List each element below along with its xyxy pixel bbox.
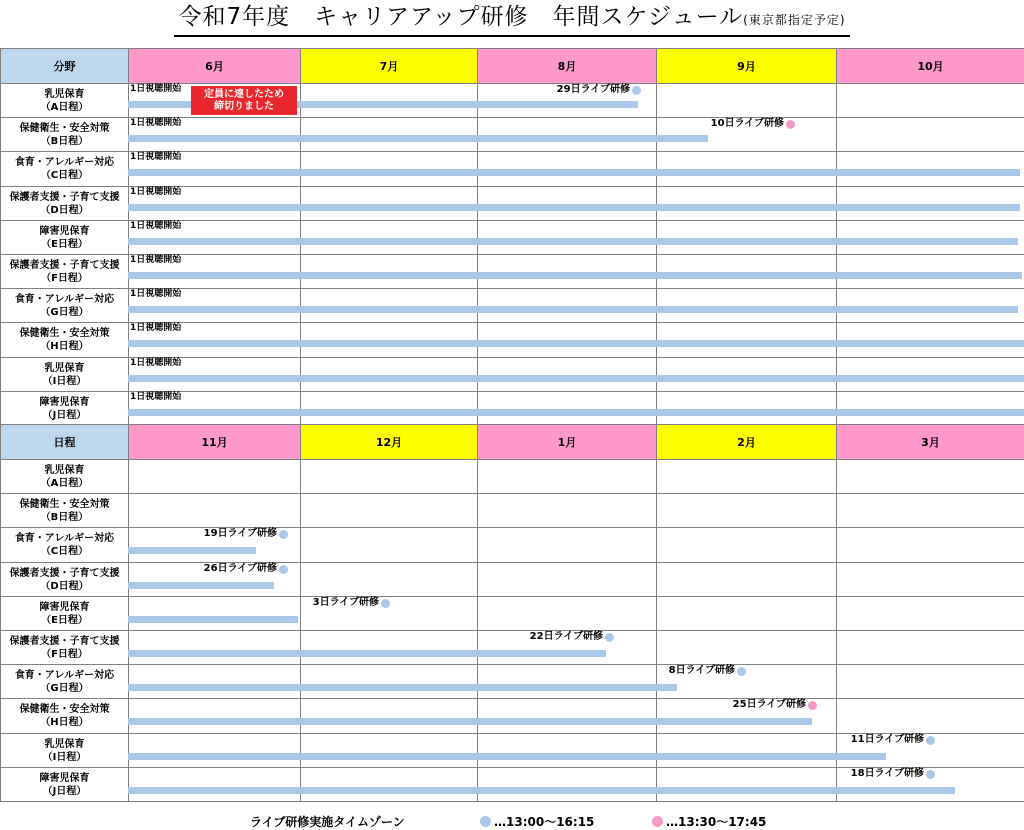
schedule-cell <box>836 527 1024 563</box>
course-label <box>0 698 129 734</box>
live-session-label <box>655 118 795 130</box>
blue-dot-icon <box>632 86 641 95</box>
course-field: 保健衛生・安全対策 <box>19 328 110 339</box>
schedule-cell <box>300 733 478 768</box>
viewing-period-bar <box>128 340 1024 347</box>
course-code: （D日程） <box>40 580 89 592</box>
course-field: 保護者支援・子育て支援 <box>9 259 120 271</box>
blue-dot-icon <box>279 530 288 539</box>
course-code: （E日程） <box>41 238 88 250</box>
course-label <box>0 254 129 289</box>
course-field: 乳児保育 <box>44 738 85 750</box>
schedule-cell <box>836 117 1024 152</box>
schedule-cell <box>128 459 301 494</box>
schedule-cell <box>477 767 657 802</box>
start-label: 1日視聴開始 <box>130 358 182 368</box>
course-code: （J日程） <box>42 409 87 421</box>
page-title <box>0 2 1024 37</box>
live-session-text: 11日ライブ研修 <box>850 734 924 745</box>
course-code: （F日程） <box>41 648 88 660</box>
closed-notice <box>191 86 297 115</box>
legend-item-pink <box>652 813 766 830</box>
start-label: 1日視聴開始 <box>130 118 182 128</box>
blue-dot-icon <box>480 816 491 827</box>
schedule-cell <box>128 630 301 665</box>
schedule-cell <box>128 664 301 699</box>
course-field: 障害児保育 <box>39 225 90 237</box>
course-code: （B日程） <box>40 135 89 147</box>
schedule-cell <box>300 664 478 699</box>
schedule-cell <box>300 630 478 665</box>
course-field: 障害児保育 <box>39 396 90 408</box>
schedule-cell <box>836 493 1024 528</box>
course-code: （I日程） <box>42 375 87 387</box>
course-label <box>0 596 129 631</box>
start-label: 1日視聴開始 <box>130 392 182 402</box>
start-label: 1日視聴開始 <box>130 84 182 94</box>
course-code: （D日程） <box>40 204 89 216</box>
course-field: 食育・アレルギー対応 <box>14 533 115 544</box>
schedule-cell <box>836 630 1024 665</box>
course-label <box>0 117 129 152</box>
schedule-cell <box>300 562 478 597</box>
schedule-cell <box>300 493 478 528</box>
course-field: 乳児保育 <box>44 88 85 100</box>
course-label <box>0 220 129 255</box>
live-session-text: 22日ライブ研修 <box>529 631 603 642</box>
month-label: 2月 <box>737 436 756 449</box>
start-label: 1日視聴開始 <box>130 221 182 231</box>
course-label <box>0 357 129 392</box>
start-label: 1日視聴開始 <box>130 152 182 162</box>
course-field: 保健衛生・安全対策 <box>19 704 110 715</box>
blue-dot-icon <box>381 599 390 608</box>
schedule-cell <box>656 459 837 494</box>
course-label <box>0 186 129 221</box>
course-field: 保護者支援・子育て支援 <box>9 191 120 203</box>
viewing-period-bar <box>128 753 886 760</box>
month-header <box>477 48 657 84</box>
closed-notice-line1: 定員に達したため <box>204 88 284 100</box>
viewing-period-bar <box>128 650 606 657</box>
month-header <box>128 48 301 84</box>
legend-pink-label: …13:30～17:45 <box>666 815 767 829</box>
schedule-cell <box>656 562 837 597</box>
live-session-text: 25日ライブ研修 <box>732 699 806 710</box>
pink-dot-icon <box>808 701 817 710</box>
schedule-cell <box>836 664 1024 699</box>
month-label: 3月 <box>921 436 940 449</box>
legend-title: ライブ研修実施タイムゾーン <box>250 815 405 829</box>
course-field: 保健衛生・安全対策 <box>19 498 110 510</box>
live-session-text: 8日ライブ研修 <box>668 665 735 676</box>
live-session-text: 29日ライブ研修 <box>556 84 630 95</box>
schedule-cell <box>477 527 657 563</box>
header-corner <box>0 48 129 84</box>
course-label <box>0 493 129 528</box>
schedule-cell <box>836 83 1024 118</box>
course-label <box>0 527 129 563</box>
schedule-cell <box>836 459 1024 494</box>
live-session-text: 10日ライブ研修 <box>710 118 784 129</box>
viewing-period-bar <box>128 787 955 794</box>
schedule-cell <box>300 767 478 802</box>
header-corner <box>0 424 129 460</box>
schedule-cell <box>836 562 1024 597</box>
course-field: 保護者支援・子育て支援 <box>9 635 120 647</box>
course-code: （G日程） <box>40 306 89 318</box>
month-label: 11月 <box>201 436 228 449</box>
course-field: 乳児保育 <box>44 362 85 374</box>
course-label <box>0 288 129 323</box>
month-header <box>656 424 837 460</box>
course-code: （C日程） <box>40 170 89 181</box>
live-session-label <box>501 84 641 96</box>
month-label: 6月 <box>205 60 224 73</box>
live-session-label <box>795 768 935 780</box>
schedule-cell <box>477 562 657 597</box>
schedule-cell <box>300 527 478 563</box>
closed-notice-line2: 締切りました <box>214 100 274 112</box>
header-corner-label: 日程 <box>53 436 76 449</box>
month-header <box>656 48 837 84</box>
schedule-cell <box>656 630 837 665</box>
month-header <box>477 424 657 460</box>
course-code: （I日程） <box>42 751 87 763</box>
viewing-period-bar <box>128 306 1018 313</box>
blue-dot-icon <box>926 770 935 779</box>
course-code: （E日程） <box>41 614 88 626</box>
course-field: 食育・アレルギー対応 <box>14 293 115 305</box>
month-header <box>836 424 1024 460</box>
schedule-cell <box>656 527 837 563</box>
live-session-label <box>250 597 390 609</box>
course-code: （H日程） <box>40 341 89 352</box>
course-code: （H日程） <box>40 717 89 728</box>
live-session-label <box>795 734 935 746</box>
course-label <box>0 664 129 699</box>
legend-blue-label: …13:00～16:15 <box>494 815 595 829</box>
pink-dot-icon <box>786 120 795 129</box>
schedule-cell <box>656 493 837 528</box>
viewing-period-bar <box>128 684 677 691</box>
schedule-cell <box>836 698 1024 734</box>
live-session-label <box>606 665 746 677</box>
course-field: 障害児保育 <box>39 772 90 784</box>
live-session-label <box>677 699 817 711</box>
viewing-period-bar <box>128 135 708 142</box>
course-field: 保護者支援・子育て支援 <box>9 567 120 579</box>
legend <box>0 813 1024 829</box>
blue-dot-icon <box>605 633 614 642</box>
live-session-label <box>148 563 288 575</box>
start-label: 1日視聴開始 <box>130 255 182 265</box>
start-label: 1日視聴開始 <box>130 289 182 299</box>
course-code: （F日程） <box>41 272 88 284</box>
course-field: 障害児保育 <box>39 601 90 613</box>
month-label: 10月 <box>917 60 944 73</box>
live-session-text: 3日ライブ研修 <box>312 597 379 608</box>
course-label <box>0 391 129 426</box>
schedule-cell <box>836 596 1024 631</box>
viewing-period-bar <box>128 375 1024 382</box>
course-code: （J日程） <box>42 785 87 797</box>
month-header <box>300 48 478 84</box>
month-header <box>300 424 478 460</box>
month-label: 9月 <box>737 60 756 73</box>
month-label: 12月 <box>375 436 403 449</box>
title-note: (東京都指定予定) <box>743 13 846 27</box>
legend-item-blue <box>480 813 594 830</box>
schedule-cell <box>656 596 837 631</box>
course-label <box>0 733 129 768</box>
start-label: 1日視聴開始 <box>130 323 182 333</box>
month-label: 8月 <box>557 60 577 73</box>
viewing-period-bar <box>128 409 1024 416</box>
live-session-label <box>148 528 288 540</box>
viewing-period-bar <box>128 616 298 623</box>
start-label: 1日視聴開始 <box>130 187 182 197</box>
course-label <box>0 151 129 187</box>
month-label: 7月 <box>379 60 399 73</box>
live-session-text: 18日ライブ研修 <box>850 768 924 779</box>
course-label <box>0 83 129 118</box>
live-session-text: 19日ライブ研修 <box>203 528 277 539</box>
viewing-period-bar <box>128 272 1022 279</box>
schedule-cell <box>656 83 837 118</box>
live-session-label <box>474 631 614 643</box>
live-session-text: 26日ライブ研修 <box>203 563 277 574</box>
blue-dot-icon <box>279 565 288 574</box>
course-code: （B日程） <box>40 511 89 523</box>
schedule-cell <box>477 698 657 734</box>
course-code: （G日程） <box>40 682 89 694</box>
course-label <box>0 459 129 494</box>
course-label <box>0 322 129 358</box>
schedule-cell <box>128 767 301 802</box>
viewing-period-bar <box>128 169 1020 176</box>
header-corner-label: 分野 <box>53 60 76 73</box>
schedule-cell <box>300 459 478 494</box>
month-header <box>836 48 1024 84</box>
course-code: （A日程） <box>40 101 89 113</box>
course-field: 食育・アレルギー対応 <box>14 157 115 168</box>
schedule-cell <box>128 698 301 734</box>
schedule-cell <box>477 596 657 631</box>
course-label <box>0 630 129 665</box>
viewing-period-bar <box>128 204 1020 211</box>
schedule-cell <box>128 493 301 528</box>
course-label <box>0 767 129 802</box>
viewing-period-bar <box>128 547 256 554</box>
blue-dot-icon <box>926 736 935 745</box>
schedule-cell <box>128 733 301 768</box>
course-field: 食育・アレルギー対応 <box>14 669 115 681</box>
pink-dot-icon <box>652 816 663 827</box>
course-label <box>0 562 129 597</box>
course-field: 乳児保育 <box>44 464 85 476</box>
viewing-period-bar <box>128 582 274 589</box>
course-field: 保健衛生・安全対策 <box>19 122 110 134</box>
course-code: （A日程） <box>40 477 89 489</box>
month-header <box>128 424 301 460</box>
month-label: 1月 <box>557 436 577 449</box>
viewing-period-bar <box>128 718 812 725</box>
schedule-cell <box>477 459 657 494</box>
blue-dot-icon <box>737 667 746 676</box>
schedule-cell <box>477 733 657 768</box>
schedule-cell <box>477 493 657 528</box>
title-main: 令和7年度 キャリアアップ研修 年間スケジュール <box>178 4 744 30</box>
viewing-period-bar <box>128 238 1018 245</box>
schedule-cell <box>300 698 478 734</box>
course-code: （C日程） <box>40 546 89 557</box>
